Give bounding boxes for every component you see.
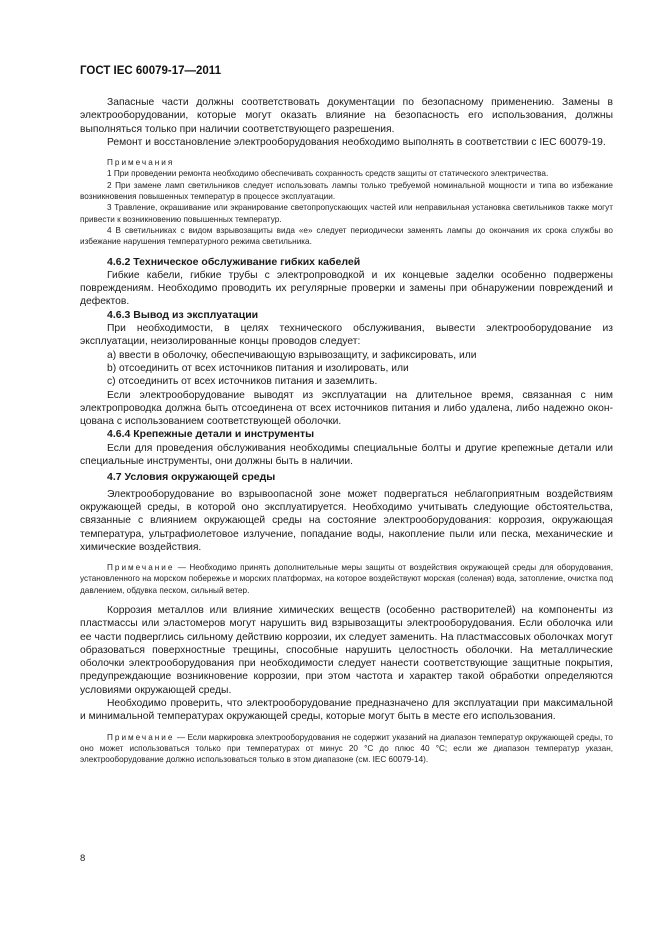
paragraph-4-7: Электрооборудование во взрывоопасной зоне может подвергаться неблагоприятным воздействиям окружающей среды, в которой оно эксплуатируется. Необходимо учитывать следующие обстоятельства, связанные с влиянием окружающей среды на состояние электрооборудования: коррозия, окружающая температура, ультрафиолетовое излучение, попадание воды, накопление пыли или песка, механические и химические воздействия. <box>80 488 613 553</box>
section-heading-4-7: 4.7 Условия окружающей среды <box>107 471 276 484</box>
paragraph-corrosion: Коррозия металлов или влияние химических веществ (особенно растворителей) на компоненты из пластмассы или эластомеров могут нарушить вид взрывозащиты электрооборудования. Если оболочка или ее части подверглись сильному действию коррозии, их следует заменить. На пластмассовых оболочках могут образоваться поверхностные трещины, способные нарушить целостность оболочки. На металлические оболочки электрооборудования при необходимости следует нанести соответствующие защитные покрытия, предупреждающие возникновение коррозии, при этом частота и характер такой обработки определяются условиями окружающей среды. <box>80 604 613 696</box>
list-item-c: c) отсоединить от всех источников питания и заземлить. <box>107 376 378 388</box>
note-1: 1 При проведении ремонта необходимо обеспечивать сохранность средств защиты от статического электричества. <box>107 169 549 179</box>
paragraph-4-6-4: Если для проведения обслуживания необходимы специальные болты и другие крепежные детали или специальные инструменты, они должны быть в наличии. <box>80 442 613 468</box>
note-2: 2 При замене ламп светильников следует использовать лампы только требуемой номинальной мощности и типа во избежание возникновения повышенных температур в процессе эксплуатации. <box>80 180 613 202</box>
list-item-a: a) ввести в оболочку, обеспечивающую взрывозащиту, и зафиксировать, или <box>107 349 477 361</box>
section-heading-4-6-2: 4.6.2 Техническое обслуживание гибких кабелей <box>107 255 361 268</box>
note-text: — Если маркировка электрооборудования не содержит указаний на диапазон температур окружающей среды, то оно может использоваться только при температурах от минус 20 °С до плюс 40 °С; если же диапазон температур указан, электрооборудование должно использоваться только в этом диапазоне (см. IEC 60079-14). <box>80 732 613 765</box>
document-header: ГОСТ IEC 60079-17—2011 <box>80 65 221 77</box>
note-label: Примечание <box>107 732 175 742</box>
paragraph-4-6-3: При необходимости, в целях технического обслуживания, вывести электрооборудование из эксплуатации, неизолированные концы проводов следует: <box>80 323 613 348</box>
page-content <box>80 96 613 766</box>
list-item-b: b) отсоединить от всех источников питания и изолировать, или <box>107 362 409 374</box>
note-4: 4 В светильниках с видом взрывозащиты вида «е» следует периодически заменять лампы до окончания их срока службы во избежание нарушения температурного режима светильника. <box>80 225 613 247</box>
note-temperature <box>80 732 613 766</box>
section-heading-4-6-4: 4.6.4 Крепежные детали и инструменты <box>107 428 315 441</box>
paragraph-temperature: Необходимо проверить, что электрооборудование предназначено для эксплуатации при максимальной и минимальной температурах окружающей среды, которые могут быть в месте его использования. <box>80 698 613 723</box>
paragraph-4-6-3-long-term: Если электрооборудование выводят из эксплуатации на длительное время, связанная с ним электропроводка должна быть отсоединена от всех источников питания и либо удалена, либо надежно оконцована с использованием соответствующей оболочки. <box>80 389 613 428</box>
note-environment <box>80 562 613 596</box>
paragraph-spare-parts: Запасные части должны соответствовать документации по безопасному применению. Замены в электрооборудовании, которые могут оказать влияние на безопасность его использования, должны выполняться только при наличии соответствующего разрешения. <box>80 97 613 135</box>
page-number: 8 <box>80 853 86 864</box>
note-text: — Необходимо принять дополнительные меры защиты от воздействия окружающей среды для оборудования, установленного на морском побережье и морских платформах, на которое воздействуют морская (соленая) вода, затопление, очистка под давлением, обдувка песком, сильный ветер. <box>80 563 613 595</box>
paragraph-repair: Ремонт и восстановление электрооборудования необходимо выполнять в соответствии с IEC 60079-19. <box>107 136 606 148</box>
note-label: Примечание <box>107 563 175 573</box>
notes-title: Примечания <box>107 158 175 168</box>
section-heading-4-6-3: 4.6.3 Вывод из эксплуатации <box>107 308 259 321</box>
note-3: 3 Травление, окрашивание или экранирование светопропускающих частей или неправильная установка светильников также могут привести к возникновению повышенных температур. <box>80 203 613 224</box>
paragraph-4-6-2: Гибкие кабели, гибкие трубы с электропроводкой и их концевые заделки особенно подвержены повреждениям. Необходимо проводить их регулярные проверки и замены при обнаружении повреждений и дефектов. <box>80 269 613 308</box>
